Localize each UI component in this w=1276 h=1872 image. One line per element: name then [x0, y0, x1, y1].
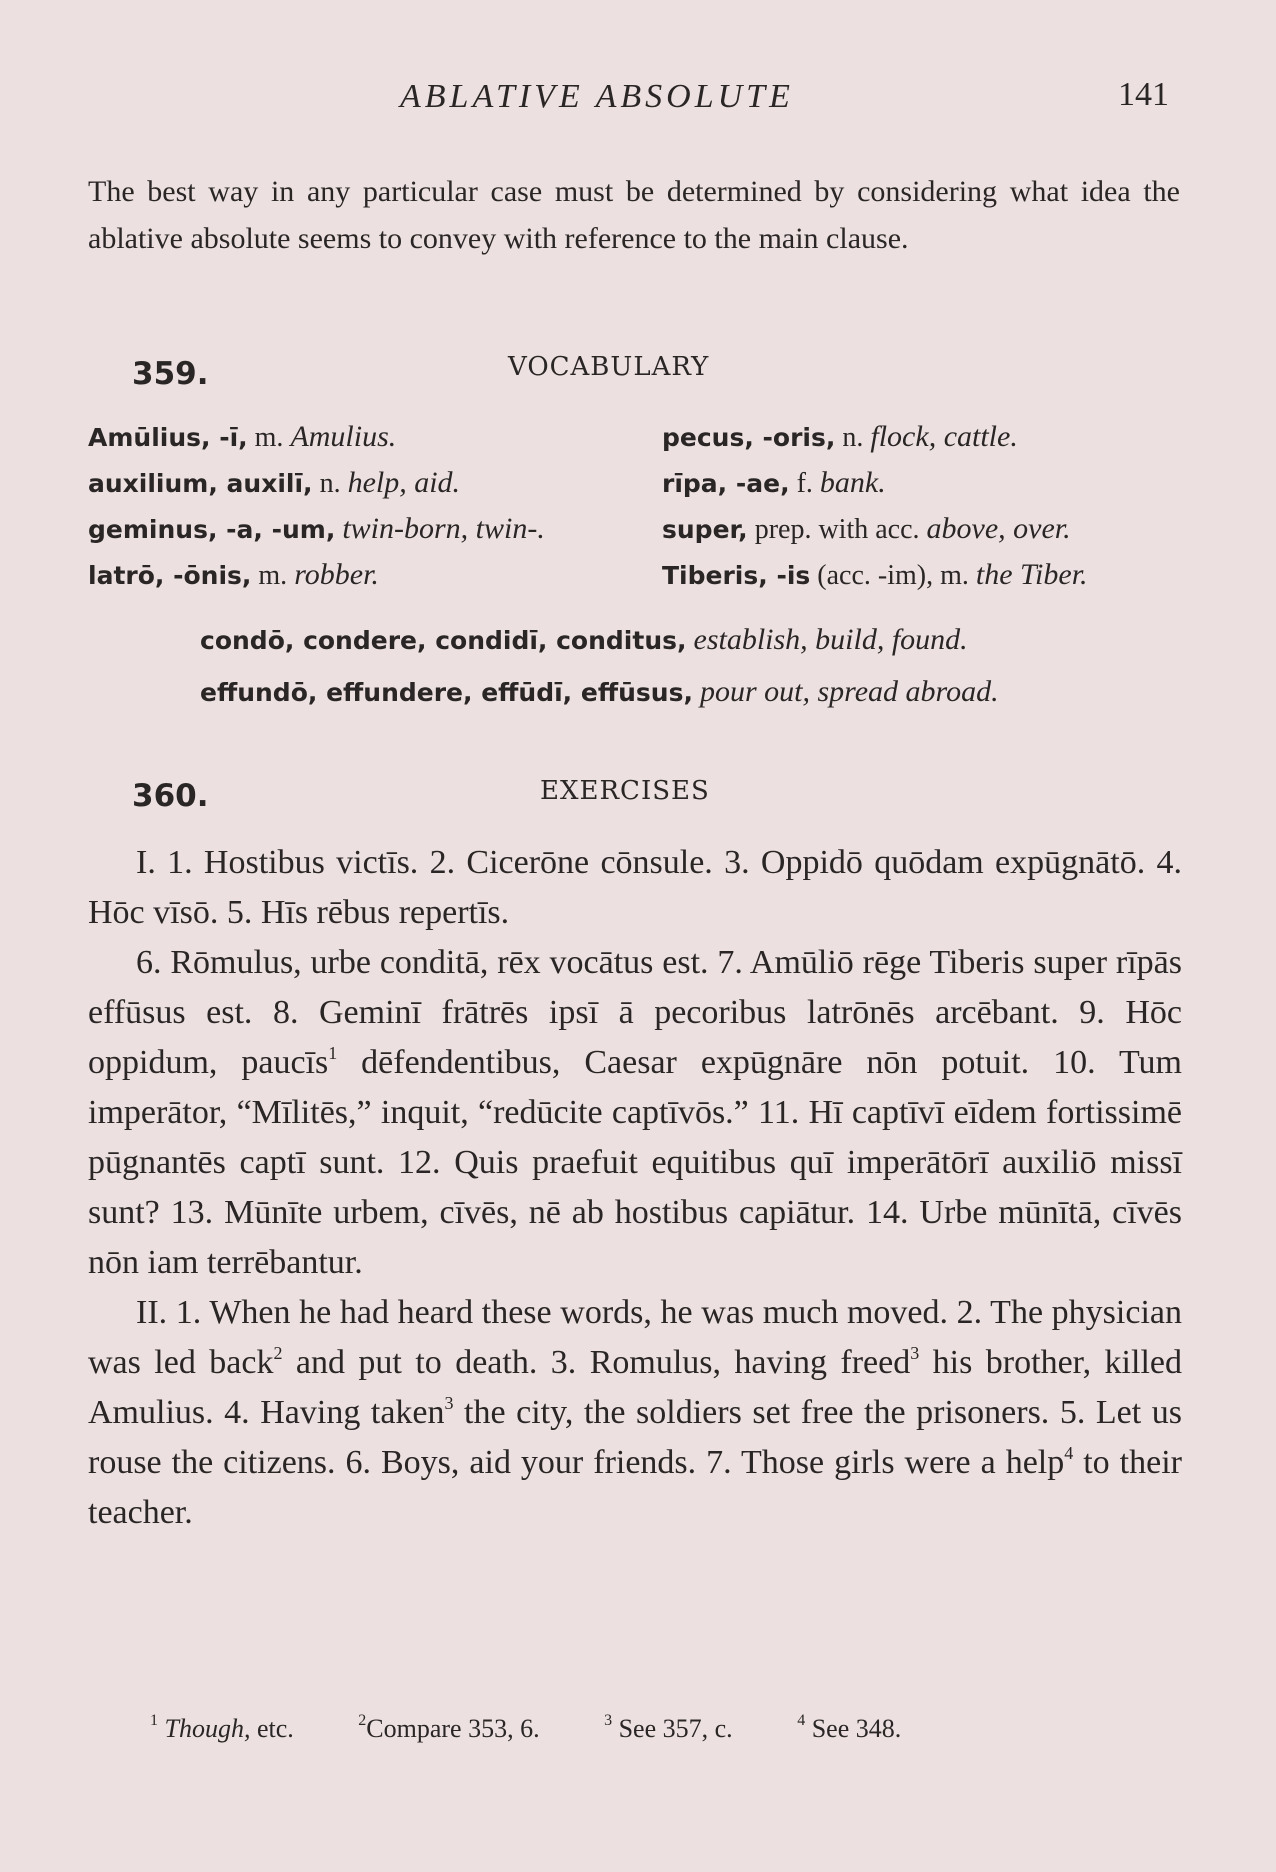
vocabulary-right-column	[662, 414, 1088, 598]
vocab-entry: Tiberis, -is (acc. -im), m. the Tiber.	[662, 558, 1088, 591]
vocab-entry: latrō, -ōnis, m. robber.	[88, 558, 379, 591]
vocab-entry: auxilium, auxilī, n. help, aid.	[88, 466, 461, 499]
verb-entries	[200, 614, 999, 718]
exercise-part-1-paragraph-1: I. 1. Hostibus victīs. 2. Cicerōne cōnsule. 3. Oppidō quōdam expūgnātō. 4. Hōc vīsō. 5. Hīs rēbus repertīs.	[88, 844, 1182, 931]
vocabulary-heading: VOCABULARY	[508, 352, 710, 382]
vocab-entry: geminus, -a, -um, twin-born, twin-.	[88, 512, 545, 545]
verb-entry: condō, condere, condidī, conditus, establish, build, found.	[200, 623, 968, 656]
intro-paragraph: The best way in any particular case must be determined by considering what idea the ablative absolute seems to convey with reference to the main clause.	[88, 175, 1180, 255]
vocab-entry: rīpa, -ae, f. bank.	[662, 466, 886, 499]
vocab-entry: super, prep. with acc. above, over.	[662, 512, 1071, 545]
vocabulary-left-column	[88, 414, 545, 598]
vocab-entry: Amūlius, -ī, m. Amulius.	[88, 420, 397, 453]
section-number-vocabulary: 359.	[132, 356, 209, 392]
running-head: ABLATIVE ABSOLUTE	[400, 78, 794, 115]
footnote: $^1$ Though, etc.	[150, 1712, 294, 1743]
footnote-ref: 1	[328, 1043, 338, 1063]
vocab-entry: pecus, -oris, n. flock, cattle.	[662, 420, 1018, 453]
verb-entry: effundō, effundere, effūdī, effūsus, pour out, spread abroad.	[200, 675, 999, 708]
page-number: 141	[1118, 76, 1169, 113]
exercises-body	[88, 838, 1182, 1538]
exercise-part-2: II. 1. When he had heard these words, he was much moved. 2. The physician was led back$^2$ and put to death. 3. Romulus, having freed$^3$ his brother, killed Amulius. 4. Having taken$^3$ the city, the soldiers set free the prisoners. 5. Let us rouse the citizens. 6. Boys, aid your friends. 7. Those girls were a help$^4$ to their teacher.	[88, 1294, 1182, 1531]
footnote: $^2$Compare 353, 6.	[358, 1712, 540, 1743]
section-number-exercises: 360.	[132, 778, 209, 814]
exercise-part-1-paragraph-2: 6. Rōmulus, urbe conditā, rēx vocātus est. 7. Amūliō rēge Tiberis super rīpās effūsus est. 8. Geminī frātrēs ipsī ā pecoribus latrōnēs arcēbant. 9. Hōc oppidum, paucīs$^1$ dēfendentibus, Caesar expūgnāre nōn potuit. 10. Tum imperātor, “Mīlitēs,” inquit, “redūcite captīvōs.” 11. Hī captīvī eīdem fortissimē pūgnantēs captī sunt. 12. Quis praefuit equitibus quī imperātōrī auxiliō missī sunt? 13. Mūnīte urbem, cīvēs, nē ab hostibus capiātur. 14. Urbe mūnītā, cīvēs nōn iam terrēbantur.	[88, 944, 1182, 1281]
footnote-ref: 3	[444, 1393, 454, 1413]
footnote-ref: 4	[1064, 1443, 1074, 1463]
exercises-heading: EXERCISES	[540, 776, 710, 806]
footnote: $^4$ See 348.	[797, 1712, 902, 1743]
footnotes	[150, 1714, 959, 1744]
footnote-ref: 2	[273, 1343, 283, 1363]
footnote-ref: 3	[910, 1343, 920, 1363]
footnote: $^3$ See 357, c.	[604, 1712, 733, 1743]
